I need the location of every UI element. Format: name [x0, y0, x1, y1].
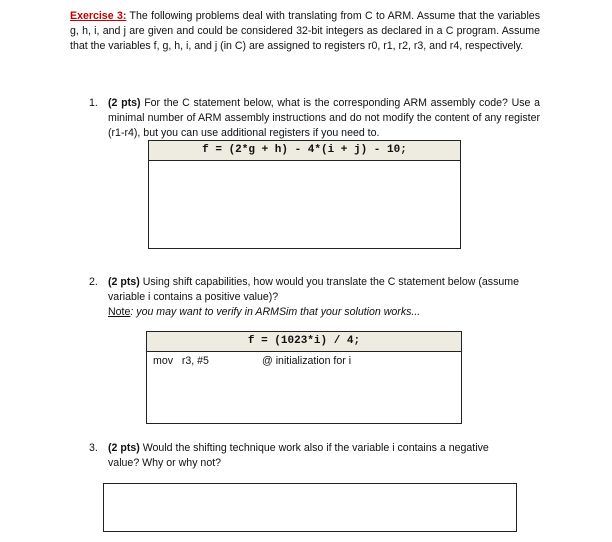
q1-number: 1. — [89, 97, 98, 109]
note-label: Note — [108, 306, 131, 318]
init-instruction: mov r3, #5 — [153, 355, 209, 367]
q2-note — [108, 305, 420, 320]
q3-question: Would the shifting technique work also if the variable i contains a negative value? Why or why not? — [108, 442, 489, 469]
q2-points: (2 pts) — [108, 276, 140, 288]
q1-text — [108, 96, 540, 140]
intro-paragraph — [70, 9, 540, 53]
q2-answer-box — [146, 331, 462, 424]
q3-number: 3. — [89, 442, 98, 454]
q2-number: 2. — [89, 276, 98, 288]
q1-points: (2 pts) — [108, 97, 141, 109]
q1-question: For the C statement below, what is the corresponding ARM assembly code? Use a minimal number of ARM assembly instructions and do not modify the content of any register (r1-r4), but you can use additional registers if you need to. — [108, 97, 540, 139]
q2-question: Using shift capabilities, how would you translate the C statement below (assume variable i contains a positive value)? — [108, 276, 519, 303]
q2-answer-area[interactable] — [147, 352, 461, 424]
q3-text — [108, 441, 508, 471]
q1-code-statement: f = (2*g + h) - 4*(i + j) - 10; — [149, 141, 460, 161]
note-text: : you may want to verify in ARMSim that your solution works... — [130, 306, 421, 318]
q1-answer-area[interactable] — [149, 161, 460, 249]
exercise-label: Exercise 3: — [70, 10, 127, 22]
q3-points: (2 pts) — [108, 442, 140, 454]
init-comment: @ initialization for i — [262, 355, 352, 367]
q3-answer-box[interactable] — [103, 483, 517, 532]
q1-answer-box — [148, 140, 461, 249]
q2-text — [108, 275, 540, 305]
intro-text: The following problems deal with translating from C to ARM. Assume that the variables g, h, i, and j are given and could be considered 32-bit integers as declared in a C program. Assume that the variables f, g, h, i, and j (in C) are assigned to registers r0, r1, r2, r3, and r4, respectively. — [70, 10, 540, 52]
q2-code-statement: f = (1023*i) / 4; — [147, 332, 461, 352]
